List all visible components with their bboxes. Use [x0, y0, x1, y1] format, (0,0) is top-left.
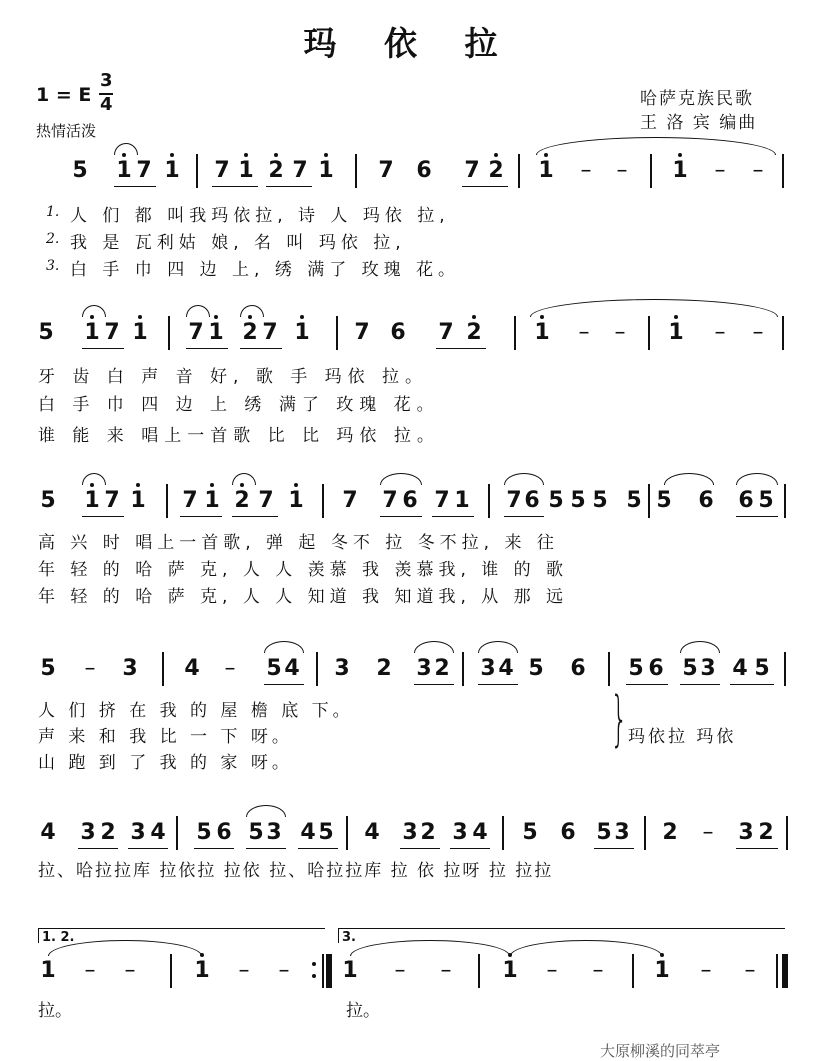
note: 7: [342, 488, 358, 513]
note: 5: [592, 488, 608, 513]
note: 1: [40, 958, 56, 983]
slur: [82, 473, 106, 485]
high-dot: [170, 153, 174, 157]
note: 6: [560, 820, 576, 845]
note: 7: [214, 158, 230, 183]
dash: –: [616, 158, 628, 183]
beam: [594, 848, 634, 849]
note: 1: [672, 158, 688, 183]
beam: [736, 516, 778, 517]
high-dot: [494, 153, 498, 157]
watermark: 大原柳溪的同萃亭: [600, 1042, 721, 1060]
note: 1: [84, 488, 100, 513]
dash: –: [394, 958, 406, 983]
note: 2: [376, 656, 392, 681]
verse-number: 2.: [46, 231, 60, 247]
note: 5: [266, 656, 282, 681]
note: 7: [506, 488, 522, 513]
note: 6: [698, 488, 714, 513]
barline: [322, 484, 324, 518]
note: 5: [548, 488, 564, 513]
note: 5: [522, 820, 538, 845]
beam: [232, 516, 278, 517]
note: 2: [662, 820, 678, 845]
slur: [536, 137, 776, 155]
note: 5: [596, 820, 612, 845]
repeat-barline: [326, 954, 332, 988]
dash: –: [124, 958, 136, 983]
volta-label-2: 3.: [342, 930, 356, 945]
beam: [680, 684, 720, 685]
dash: –: [580, 158, 592, 183]
barline: [355, 154, 357, 188]
slur: [530, 299, 778, 317]
verse-brace: }: [610, 684, 628, 754]
beam: [240, 348, 282, 349]
note: 6: [416, 158, 432, 183]
note: 4: [284, 656, 300, 681]
note: 5: [528, 656, 544, 681]
note: 1: [534, 320, 550, 345]
lyric-line: 白 手 巾 四 边 上, 绣 满了 玫瑰 花。: [70, 260, 461, 280]
note: 5: [656, 488, 672, 513]
note: 7: [382, 488, 398, 513]
note: 5: [196, 820, 212, 845]
barline: [162, 652, 164, 686]
barline: [322, 954, 324, 988]
beam: [82, 516, 124, 517]
note: 5: [570, 488, 586, 513]
note: 2: [242, 320, 258, 345]
note: 1: [84, 320, 100, 345]
barline: [632, 954, 634, 988]
note: 5: [318, 820, 334, 845]
note: 4: [184, 656, 200, 681]
barline: [488, 484, 490, 518]
beam: [212, 186, 258, 187]
note: 3: [480, 656, 496, 681]
volta-bracket-1: [38, 928, 325, 943]
repeat-dot: [312, 974, 316, 978]
dash: –: [84, 958, 96, 983]
note: 5: [626, 488, 642, 513]
note: 2: [466, 320, 482, 345]
lyric-line: 山 跑 到 了 我 的 家 呀。: [38, 753, 293, 773]
note: 7: [378, 158, 394, 183]
note: 1: [454, 488, 470, 513]
barline: [502, 816, 504, 850]
dash: –: [578, 320, 590, 345]
slur: [414, 641, 454, 653]
slur: [264, 641, 304, 653]
barline: [176, 816, 178, 850]
dash: –: [752, 158, 764, 183]
barline: [518, 154, 520, 188]
barline: [650, 154, 652, 188]
slur: [478, 641, 518, 653]
lyric-line: 人 们 都 叫我玛依拉, 诗 人 玛依 拉,: [70, 206, 450, 226]
note: 1: [294, 320, 310, 345]
lyric-line: 人 们 挤 在 我 的 屋 檐 底 下。: [38, 701, 354, 721]
slur: [114, 143, 138, 155]
beam: [414, 684, 454, 685]
note: 4: [732, 656, 748, 681]
note: 7: [464, 158, 480, 183]
beam: [626, 684, 668, 685]
high-dot: [300, 315, 304, 319]
beam: [266, 186, 312, 187]
slur: [380, 473, 422, 485]
dash: –: [702, 820, 714, 845]
note: 3: [614, 820, 630, 845]
note: 3: [700, 656, 716, 681]
dash: –: [84, 656, 96, 681]
barline: [784, 484, 786, 518]
slur: [240, 305, 264, 317]
slur: [232, 473, 256, 485]
note: 1: [342, 958, 358, 983]
beam: [478, 684, 518, 685]
barline: [168, 316, 170, 350]
high-dot: [214, 315, 218, 319]
beam: [78, 848, 118, 849]
note: 7: [182, 488, 198, 513]
note: 7: [354, 320, 370, 345]
note: 2: [234, 488, 250, 513]
dash: –: [546, 958, 558, 983]
note: 2: [758, 820, 774, 845]
note: 6: [402, 488, 418, 513]
refrain-lyric: 玛依拉 玛依: [628, 727, 737, 747]
note: 4: [498, 656, 514, 681]
note: 3: [416, 656, 432, 681]
lyric-line: 白 手 巾 四 边 上 绣 满了 玫瑰 花。: [38, 395, 440, 415]
note: 3: [452, 820, 468, 845]
slur: [736, 473, 778, 485]
dash: –: [440, 958, 452, 983]
dash: –: [614, 320, 626, 345]
note: 6: [570, 656, 586, 681]
note: 2: [420, 820, 436, 845]
lyric-ending-2: 拉。: [346, 1001, 380, 1021]
note: 1: [116, 158, 132, 183]
note: 5: [758, 488, 774, 513]
beam: [194, 848, 234, 849]
note: 1: [318, 158, 334, 183]
dash: –: [592, 958, 604, 983]
slur: [504, 473, 544, 485]
barline: [786, 816, 788, 850]
note: 1: [654, 958, 670, 983]
lyric-line: 年 轻 的 哈 萨 克, 人 人 知道 我 知道我, 从 那 远: [38, 587, 569, 607]
lyric-line: 高 兴 时 唱上一首歌, 弹 起 冬不 拉 冬不拉, 来 往: [38, 533, 559, 553]
lyric-line: 年 轻 的 哈 萨 克, 人 人 羡慕 我 羡慕我, 谁 的 歌: [38, 560, 569, 580]
note: 5: [72, 158, 88, 183]
note: 4: [300, 820, 316, 845]
note: 4: [472, 820, 488, 845]
lyric-line: 谁 能 来 唱上一首歌 比 比 玛依 拉。: [38, 426, 440, 446]
note: 4: [364, 820, 380, 845]
volta-label-1: 1. 2.: [42, 930, 75, 945]
note: 3: [122, 656, 138, 681]
lyric-line: 我 是 瓦利姑 娘, 名 叫 玛依 拉,: [70, 233, 406, 253]
slur: [680, 641, 720, 653]
high-dot: [210, 483, 214, 487]
beam: [128, 848, 168, 849]
note: 6: [216, 820, 232, 845]
beam: [264, 684, 304, 685]
note: 7: [438, 320, 454, 345]
note: 1: [194, 958, 210, 983]
note: 1: [502, 958, 518, 983]
barline: [196, 154, 198, 188]
dash: –: [714, 320, 726, 345]
note: 7: [262, 320, 278, 345]
note: 3: [738, 820, 754, 845]
note: 7: [434, 488, 450, 513]
note: 1: [204, 488, 220, 513]
note: 5: [628, 656, 644, 681]
high-dot: [136, 483, 140, 487]
tempo-marking: 热情活泼: [36, 122, 97, 140]
note: 3: [334, 656, 350, 681]
time-signature-top: 3: [100, 70, 113, 91]
note: 5: [40, 656, 56, 681]
note: 3: [402, 820, 418, 845]
verse-number: 3.: [46, 258, 60, 274]
verse-number: 1.: [46, 204, 60, 220]
dash: –: [744, 958, 756, 983]
note: 7: [104, 320, 120, 345]
beam: [462, 186, 508, 187]
note: 7: [292, 158, 308, 183]
note: 1: [164, 158, 180, 183]
beam: [246, 848, 286, 849]
dash: –: [714, 158, 726, 183]
dash: –: [224, 656, 236, 681]
note: 1: [130, 488, 146, 513]
slur: [82, 305, 106, 317]
barline: [776, 954, 778, 988]
barline: [478, 954, 480, 988]
barline: [336, 316, 338, 350]
dash: –: [700, 958, 712, 983]
note: 7: [136, 158, 152, 183]
dash: –: [238, 958, 250, 983]
note: 6: [738, 488, 754, 513]
note: 6: [390, 320, 406, 345]
beam: [450, 848, 490, 849]
barline: [648, 484, 650, 518]
lyric-line: 牙 齿 白 声 音 好, 歌 手 玛依 拉。: [38, 367, 429, 387]
note: 1: [288, 488, 304, 513]
high-dot: [244, 153, 248, 157]
high-dot: [472, 315, 476, 319]
song-title: 玛 依 拉: [303, 24, 516, 63]
note: 2: [268, 158, 284, 183]
note: 5: [682, 656, 698, 681]
note: 1: [208, 320, 224, 345]
high-dot: [294, 483, 298, 487]
barline: [346, 816, 348, 850]
key-signature: 1 = E: [36, 84, 92, 106]
note: 1: [132, 320, 148, 345]
note: 1: [668, 320, 684, 345]
note: 6: [648, 656, 664, 681]
beam: [180, 516, 222, 517]
high-dot: [274, 153, 278, 157]
note: 2: [488, 158, 504, 183]
barline: [170, 954, 172, 988]
lyric-line: 拉、哈拉拉库 拉依拉 拉依 拉、哈拉拉库 拉 依 拉呀 拉 拉拉: [38, 861, 554, 881]
barline: [782, 316, 784, 350]
slur: [664, 473, 714, 485]
credit-arranger: 王 洛 宾 编曲: [640, 113, 758, 133]
beam: [114, 186, 156, 187]
barline: [514, 316, 516, 350]
beam: [298, 848, 338, 849]
note: 3: [130, 820, 146, 845]
note: 4: [40, 820, 56, 845]
slur: [186, 305, 210, 317]
dash: –: [278, 958, 290, 983]
note: 5: [754, 656, 770, 681]
barline: [166, 484, 168, 518]
lyric-ending-1: 拉。: [38, 1001, 72, 1021]
beam: [400, 848, 440, 849]
note: 3: [80, 820, 96, 845]
beam: [432, 516, 474, 517]
dash: –: [752, 320, 764, 345]
barline: [648, 316, 650, 350]
beam: [82, 348, 124, 349]
note: 2: [434, 656, 450, 681]
note: 6: [524, 488, 540, 513]
time-signature-bottom: 4: [100, 94, 113, 115]
note: 5: [248, 820, 264, 845]
beam: [186, 348, 228, 349]
beam: [436, 348, 486, 349]
credit-origin: 哈萨克族民歌: [640, 89, 754, 109]
note: 7: [104, 488, 120, 513]
lyric-line: 声 来 和 我 比 一 下 呀。: [38, 727, 293, 747]
note: 7: [188, 320, 204, 345]
note: 7: [258, 488, 274, 513]
high-dot: [324, 153, 328, 157]
beam: [380, 516, 422, 517]
repeat-dot: [312, 962, 316, 966]
note: 2: [100, 820, 116, 845]
note: 5: [38, 320, 54, 345]
note: 3: [266, 820, 282, 845]
note: 4: [150, 820, 166, 845]
barline: [784, 652, 786, 686]
final-barline: [782, 954, 788, 988]
note: 5: [40, 488, 56, 513]
note: 1: [238, 158, 254, 183]
slur: [246, 805, 286, 817]
beam: [504, 516, 544, 517]
note: 1: [538, 158, 554, 183]
barline: [316, 652, 318, 686]
beam: [736, 848, 778, 849]
high-dot: [138, 315, 142, 319]
barline: [644, 816, 646, 850]
beam: [730, 684, 774, 685]
barline: [782, 154, 784, 188]
barline: [608, 652, 610, 686]
barline: [462, 652, 464, 686]
